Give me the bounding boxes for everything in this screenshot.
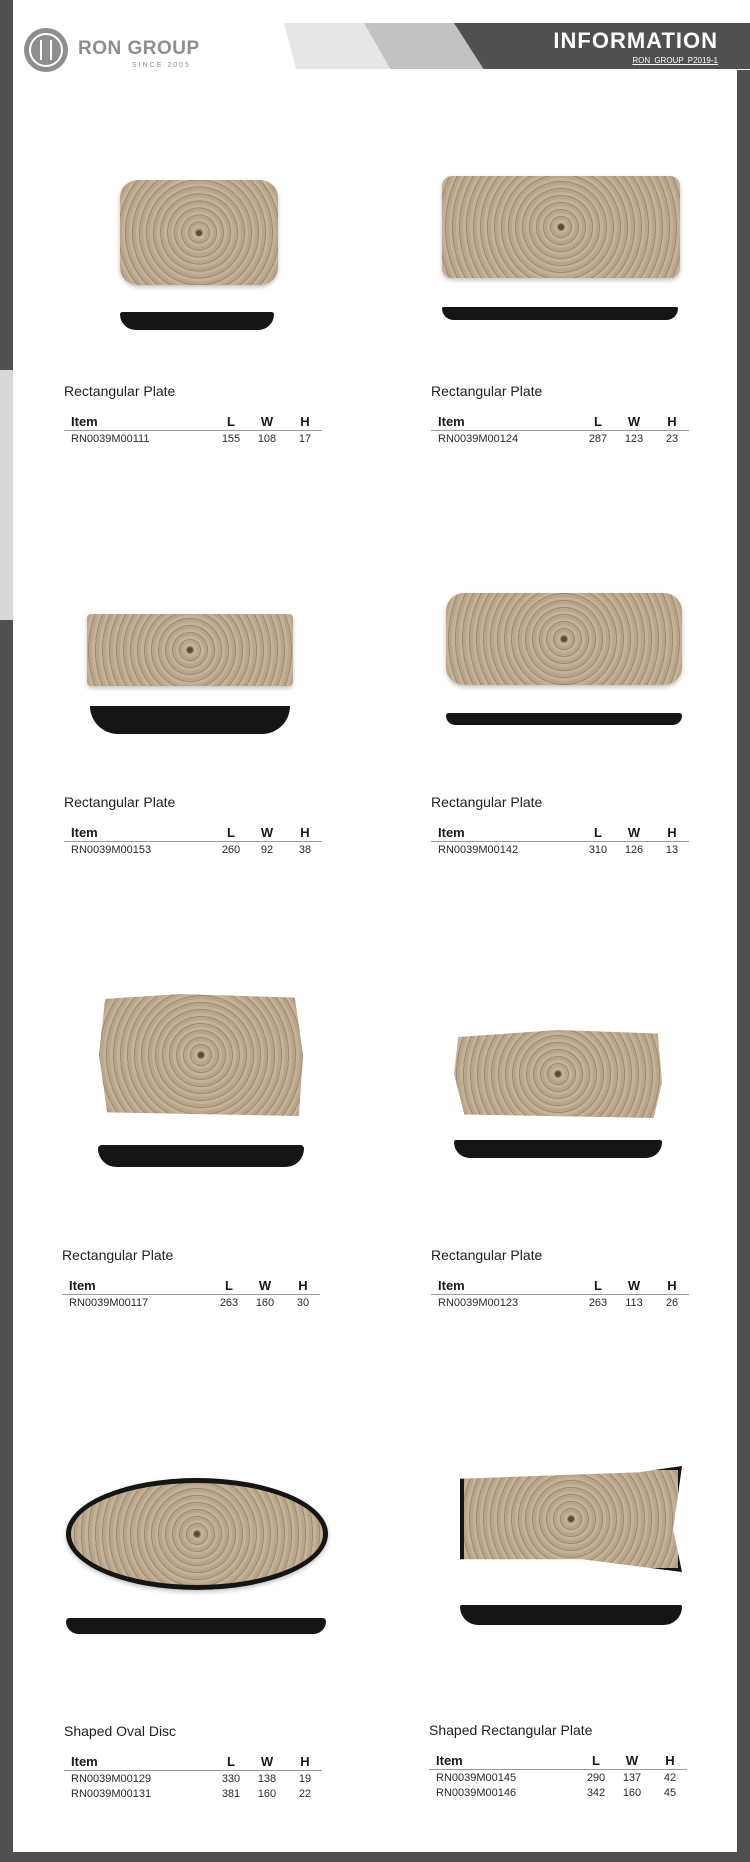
- height: 17: [298, 433, 312, 445]
- col-item: Item: [71, 414, 98, 429]
- left-border: [0, 0, 13, 1862]
- col-l: L: [227, 1754, 235, 1769]
- length: 342: [586, 1787, 606, 1799]
- spec-table-header: [62, 1276, 320, 1295]
- table-row: [64, 431, 322, 446]
- table-row: [431, 1295, 689, 1310]
- length: 330: [221, 1773, 241, 1785]
- col-item: Item: [69, 1278, 96, 1293]
- height: 22: [298, 1788, 312, 1800]
- width: 92: [260, 844, 274, 856]
- table-row: [64, 1786, 322, 1801]
- spec-table-header: [431, 412, 689, 431]
- item-code: RN0039M00129: [71, 1773, 152, 1785]
- length: 263: [588, 1297, 608, 1309]
- item-code: RN0039M00124: [438, 433, 519, 445]
- col-item: Item: [438, 1278, 465, 1293]
- spec-table: [431, 823, 689, 857]
- table-row: [62, 1295, 320, 1310]
- header: [0, 0, 750, 78]
- col-h: H: [300, 1754, 310, 1769]
- product-name: Rectangular Plate: [431, 383, 543, 399]
- width: 160: [622, 1787, 642, 1799]
- width: 138: [257, 1773, 277, 1785]
- width: 108: [257, 433, 277, 445]
- product-name: Rectangular Plate: [64, 794, 176, 810]
- height: 19: [298, 1773, 312, 1785]
- table-row: [64, 1771, 322, 1786]
- product-photo-side: [460, 1605, 682, 1625]
- product-photo-top: [120, 180, 278, 285]
- page-title: INFORMATION: [553, 28, 718, 53]
- table-row: [64, 842, 322, 857]
- brand-name: RON GROUP: [78, 38, 200, 59]
- col-w: W: [627, 1278, 641, 1293]
- item-code: RN0039M00131: [71, 1788, 152, 1800]
- col-item: Item: [71, 1754, 98, 1769]
- col-h: H: [300, 414, 310, 429]
- table-row: [429, 1785, 687, 1800]
- col-l: L: [594, 1278, 602, 1293]
- spec-table-header: [429, 1751, 687, 1770]
- page-subtitle: RON GROUP P2019-1: [632, 56, 718, 65]
- col-item: Item: [436, 1753, 463, 1768]
- product-photo-side: [98, 1145, 304, 1167]
- spec-table-header: [64, 823, 322, 842]
- col-w: W: [625, 1753, 639, 1768]
- spec-table: [64, 412, 322, 446]
- length: 290: [586, 1772, 606, 1784]
- length: 260: [221, 844, 241, 856]
- product-photo-side: [66, 1618, 326, 1634]
- spec-table-header: [64, 412, 322, 431]
- length: 381: [221, 1788, 241, 1800]
- spec-table: [431, 1276, 689, 1310]
- col-l: L: [227, 414, 235, 429]
- width: 160: [255, 1297, 275, 1309]
- left-accent: [0, 370, 13, 620]
- width: 123: [624, 433, 644, 445]
- height: 30: [296, 1297, 310, 1309]
- height: 23: [665, 433, 679, 445]
- product-photo-top: [66, 1478, 328, 1590]
- product-name: Rectangular Plate: [431, 794, 543, 810]
- item-code: RN0039M00142: [438, 844, 519, 856]
- col-h: H: [667, 825, 677, 840]
- spec-table: [62, 1276, 320, 1310]
- product-photo-side: [442, 307, 678, 320]
- ron-group-logo: [24, 28, 68, 72]
- item-code: RN0039M00146: [436, 1787, 517, 1799]
- height: 26: [665, 1297, 679, 1309]
- spec-table: [64, 1752, 322, 1801]
- col-h: H: [300, 825, 310, 840]
- col-w: W: [627, 825, 641, 840]
- brand-since: SINCE 2005: [132, 62, 191, 69]
- spec-table: [64, 823, 322, 857]
- height: 45: [663, 1787, 677, 1799]
- col-l: L: [225, 1278, 233, 1293]
- product-photo-top: [99, 994, 303, 1116]
- col-h: H: [665, 1753, 675, 1768]
- product-name: Shaped Rectangular Plate: [429, 1722, 593, 1738]
- bottom-border: [0, 1852, 750, 1862]
- col-l: L: [594, 825, 602, 840]
- col-l: L: [227, 825, 235, 840]
- spec-table-header: [64, 1752, 322, 1771]
- width: 137: [622, 1772, 642, 1784]
- product-name: Shaped Oval Disc: [64, 1723, 177, 1739]
- col-w: W: [260, 1754, 274, 1769]
- product-photo-side: [454, 1140, 662, 1158]
- product-photo-side: [120, 312, 274, 330]
- item-code: RN0039M00153: [71, 844, 152, 856]
- product-photo-side: [446, 713, 682, 725]
- product-photo-top: [460, 1466, 682, 1572]
- spec-table: [429, 1751, 687, 1800]
- product-photo-top: [454, 1030, 662, 1118]
- width: 126: [624, 844, 644, 856]
- col-w: W: [260, 825, 274, 840]
- col-w: W: [260, 414, 274, 429]
- col-l: L: [594, 414, 602, 429]
- item-code: RN0039M00123: [438, 1297, 519, 1309]
- col-h: H: [667, 1278, 677, 1293]
- length: 263: [219, 1297, 239, 1309]
- length: 310: [588, 844, 608, 856]
- length: 287: [588, 433, 608, 445]
- spec-table: [431, 412, 689, 446]
- product-name: Rectangular Plate: [431, 1247, 543, 1263]
- product-photo-top: [87, 614, 293, 686]
- col-w: W: [627, 414, 641, 429]
- length: 155: [221, 433, 241, 445]
- product-photo-top: [442, 176, 680, 278]
- right-border: [737, 70, 750, 1862]
- col-w: W: [258, 1278, 272, 1293]
- width: 113: [625, 1297, 643, 1309]
- product-photo-top: [446, 593, 682, 685]
- width: 160: [257, 1788, 277, 1800]
- col-h: H: [298, 1278, 308, 1293]
- product-photo-side: [90, 706, 290, 734]
- table-row: [431, 842, 689, 857]
- col-item: Item: [438, 414, 465, 429]
- col-item: Item: [71, 825, 98, 840]
- height: 13: [665, 844, 679, 856]
- table-row: [431, 431, 689, 446]
- item-code: RN0039M00117: [69, 1297, 149, 1309]
- height: 42: [663, 1772, 677, 1784]
- table-row: [429, 1770, 687, 1785]
- product-name: Rectangular Plate: [62, 1247, 174, 1263]
- spec-table-header: [431, 823, 689, 842]
- product-name: Rectangular Plate: [64, 383, 176, 399]
- col-h: H: [667, 414, 677, 429]
- item-code: RN0039M00145: [436, 1772, 517, 1784]
- item-code: RN0039M00111: [71, 433, 150, 445]
- col-item: Item: [438, 825, 465, 840]
- spec-table-header: [431, 1276, 689, 1295]
- height: 38: [298, 844, 312, 856]
- col-l: L: [592, 1753, 600, 1768]
